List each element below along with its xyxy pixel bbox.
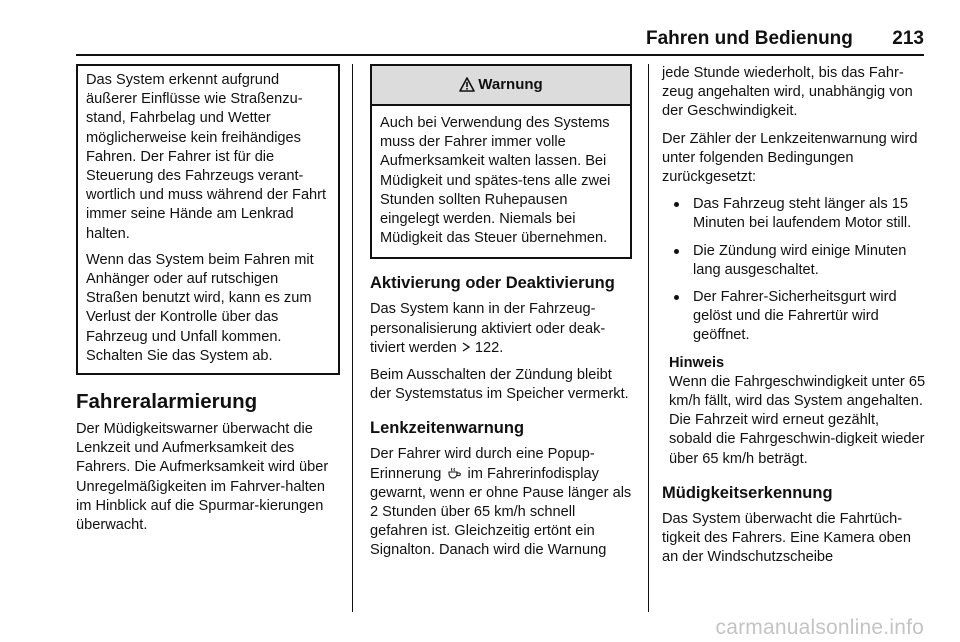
info-box-paragraph-1: Das System erkennt aufgrund äußerer Einflüsse wie Straßenzu-stand, Fahrbelag und Wetter möglicherweise kein freihändiges Fahren. Der Fahrer ist für die Steuerung des Fahrzeugs verant-wortlich und muss während der Fahrt immer seine Hände am Lenkrad halten. <box>86 72 327 242</box>
column-1 <box>76 64 340 543</box>
driving-time-paragraph <box>370 445 632 560</box>
note-heading: Hinweis <box>669 354 725 371</box>
section-paragraph: Der Müdigkeitswarner überwacht die Lenkzeit und Aufmerksamkeit des Fahrers. Die Aufmerksamkeit wird über Unregelmäßigkeiten im Fahrver-halten im Hinblick auf die Spurmar-kierungen überwacht. <box>76 421 329 534</box>
section-heading-lenkzeitenwarnung: Lenkzeitenwarnung <box>370 419 525 438</box>
column-divider-2 <box>648 64 649 612</box>
column-2 <box>370 64 632 569</box>
page-number: 213 <box>892 28 924 49</box>
note-text: Wenn die Fahrgeschwindigkeit unter 65 km/h fällt, wird das System angehalten. Die Fahrzeit wird erneut gezählt, sobald die Fahrgeschwin-digkeit wieder über 65 km/h beträgt. <box>669 373 926 467</box>
driving-time-text-2: im Fahrerinfodisplay gewarnt, wenn er ohne Pause länger als 2 Stunden über 65 km/h schnell gefahren ist. Gleichzeitig ertönt ein Signalton. Danach wird die Warnung <box>370 465 632 559</box>
counter-reset-paragraph: Der Zähler der Lenkzeitenwarnung wird unter folgenden Bedingungen zurückgesetzt: <box>662 130 918 186</box>
activation-paragraph <box>370 300 632 358</box>
section-heading-muedigkeitserkennung: Müdigkeitserkennung <box>662 483 833 502</box>
activation-text: Das System kann in der Fahrzeug-personalisierung aktiviert oder deak-tiviert werden <box>370 301 606 356</box>
info-box-paragraph-2: Wenn das System beim Fahren mit Anhänger oder auf rutschigen Straßen benutzt wird, kann es zum Verlust der Kontrolle über das Fahrzeug und Unfall kommen. Schalten Sie das System ab. <box>86 251 314 364</box>
reset-conditions-list <box>662 195 926 345</box>
warning-box <box>370 64 632 259</box>
coffee-cup-icon <box>447 466 461 480</box>
list-item: Das Fahrzeug steht länger als 15 Minuten bei laufendem Motor still. <box>662 195 926 233</box>
page-reference-arrow-icon <box>462 342 470 352</box>
note-block <box>662 354 926 469</box>
page-reference-link[interactable]: 122. <box>474 339 504 356</box>
info-box <box>76 64 340 375</box>
page-header-title: Fahren und Bedienung <box>646 28 853 49</box>
column-divider-1 <box>352 64 353 612</box>
section-heading-fahreralarmierung: Fahreralarmierung <box>76 390 258 414</box>
warning-repeat-paragraph: jede Stunde wiederholt, bis das Fahr-zeug angehalten wird, unabhängig von der Geschwindigkeit. <box>662 65 913 120</box>
warning-text: Auch bei Verwendung des Systems muss der Fahrer immer volle Aufmerksamkeit walten lassen. Bei Müdigkeit und spätes-tens alle zwei Stunden sollten Ruhepausen eingelegt werden. Niemals bei Müdigkeit das Steuer übernehmen. <box>380 115 611 247</box>
warning-body <box>372 106 630 257</box>
ignition-paragraph: Beim Ausschalten der Zündung bleibt der Systemstatus im Speicher vermerkt. <box>370 367 629 403</box>
section-heading-aktivierung: Aktivierung oder Deaktivierung <box>370 274 615 293</box>
driving-time-text-1: Der Fahrer wird durch eine Popup-Erinnerung <box>370 446 595 482</box>
warning-triangle-icon <box>459 77 475 92</box>
watermark: carmanualsonline.info <box>715 616 924 639</box>
list-item: Die Zündung wird einige Minuten lang ausgeschaltet. <box>662 242 926 280</box>
warning-header <box>372 66 630 106</box>
warning-label: Warnung <box>478 76 543 93</box>
list-item: Der Fahrer-Sicherheitsgurt wird gelöst und die Fahrertür wird geöffnet. <box>662 288 926 346</box>
column-3 <box>662 64 926 575</box>
fatigue-detection-paragraph: Das System überwacht die Fahrtüch-tigkeit des Fahrers. Eine Kamera oben an der Windschutzscheibe <box>662 510 912 566</box>
header-rule <box>76 54 924 56</box>
